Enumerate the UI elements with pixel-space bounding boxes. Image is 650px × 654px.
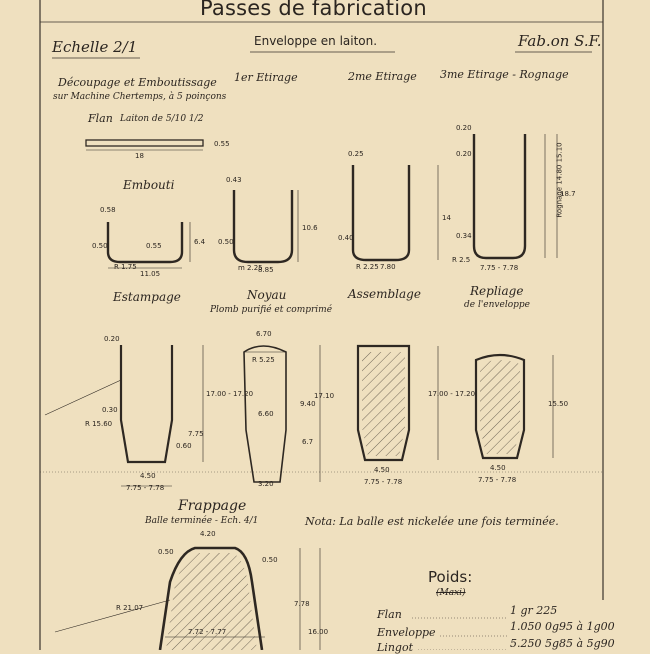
dim-label: 0.40: [338, 234, 354, 242]
decoupage-sub: sur Machine Chertemps, à 5 poinçons: [53, 92, 227, 102]
dim-label: 11.05: [140, 270, 161, 278]
poids-row-label: Flan: [377, 608, 402, 621]
embouti-label: Embouti: [123, 178, 175, 192]
dim-label: 7.75 - 7.78: [480, 264, 519, 272]
flan-label: Flan: [88, 112, 113, 125]
repliage-sub: de l'enveloppe: [464, 300, 530, 310]
assemblage-label: Assemblage: [348, 287, 421, 301]
dim-label: 0.20: [456, 124, 472, 132]
poids-row-label: Lingot: [377, 641, 413, 654]
dim-label: 4.50: [490, 464, 506, 472]
embouti-cup: [108, 222, 182, 262]
dim-label: 0.43: [226, 176, 242, 184]
dim-label: 0.60: [176, 442, 192, 450]
etirage1-label: 1er Etirage: [234, 71, 298, 84]
dim-label: R 15.60: [85, 420, 113, 428]
dim-label: 0.55: [214, 140, 230, 148]
poids-row-value: 1.050 0g95 à 1g00: [510, 620, 615, 633]
dim-label: R 2.5: [452, 256, 471, 264]
dim-label: m 2.25: [238, 264, 263, 272]
assemblage-hatch: [362, 352, 405, 456]
dim-label: 0.50: [218, 238, 234, 246]
etirage3-cup: [474, 134, 525, 258]
frappage-label: Frappage: [178, 498, 247, 514]
dim-label: 0.30: [102, 406, 118, 414]
dim-label: R 5.25: [252, 356, 275, 364]
page-title: Passes de fabrication: [200, 0, 427, 20]
dim-label: 17.10: [314, 392, 335, 400]
dim-label: 0.34: [456, 232, 472, 240]
dim-label: 7.75 - 7.78: [478, 476, 517, 484]
dim-label: 17.00 - 17.20: [428, 390, 476, 398]
dim-label: 0.50: [92, 242, 108, 250]
repliage-hatch: [480, 360, 520, 454]
dim-label: 6.70: [256, 330, 272, 338]
dim-label: 14: [442, 214, 451, 222]
dim-label: 0.50: [262, 556, 278, 564]
etirage2-cup: [353, 165, 409, 260]
dim-label: 6.7: [302, 438, 314, 446]
frappage-sub: Balle terminée - Ech. 4/1: [145, 516, 259, 526]
dim-label: R 1.75: [114, 263, 137, 271]
dim-label: 4.20: [200, 530, 216, 538]
dim-label: 10.6: [302, 224, 318, 232]
dim-label: 6.60: [258, 410, 274, 418]
dim-label: 0.20: [104, 335, 120, 343]
poids-maxi: (Maxi): [436, 588, 466, 598]
dim-label: R 21.07: [116, 604, 144, 612]
flan-sub: Laiton de 5/10 1/2: [120, 114, 204, 124]
dim-label: 0.50: [158, 548, 174, 556]
poids-row-value: 5.250 5g85 à 5g90: [510, 637, 615, 650]
noyau-label: Noyau: [247, 288, 287, 302]
poids-row-label: Enveloppe: [377, 626, 436, 639]
scale-label: Echelle 2/1: [52, 38, 138, 56]
dim-label: 0.25: [348, 150, 364, 158]
dim-label: 18: [135, 152, 144, 160]
dim-label: R 2.25: [356, 263, 379, 271]
dim-label: 6.4: [194, 238, 206, 246]
estampage-cup: [121, 345, 172, 462]
dim-label: 0.55: [146, 242, 162, 250]
fabricant-label: Fab.on S.F.: [518, 32, 602, 50]
dim-label: 0.58: [100, 206, 116, 214]
etirage1-cup: [234, 190, 292, 262]
dim-label: 17.00 - 17.20: [206, 390, 254, 398]
noyau-sub: Plomb purifié et comprimé: [210, 305, 333, 315]
etirage3-label: 3me Etirage - Rognage: [440, 68, 569, 81]
dim-label: 7.75: [188, 430, 204, 438]
decoupage-label: Découpage et Emboutissage: [58, 76, 217, 89]
nota-label: Nota: La balle est nickelée une fois terminée.: [305, 515, 559, 528]
flan-strip: [86, 140, 203, 146]
dim-label: Rognage 14.80 15.10: [555, 142, 564, 218]
poids-row-value: 1 gr 225: [510, 604, 558, 617]
dim-label: 16.00: [308, 628, 329, 636]
dim-label: 7.75 - 7.78: [364, 478, 403, 486]
dim-label: 3.20: [258, 480, 274, 488]
poids-title: Poids:: [428, 568, 473, 586]
dim-label: 7.80: [380, 263, 396, 271]
estampage-label: Estampage: [113, 290, 181, 304]
dim-label: 7.75 - 7.78: [126, 484, 165, 492]
dim-label: 15.50: [548, 400, 569, 408]
etirage2-label: 2me Etirage: [348, 70, 417, 83]
dim-label: 0.20: [456, 150, 472, 158]
dim-label: 8.85: [258, 266, 274, 274]
dim-label: 7.72 - 7.77: [188, 628, 227, 636]
dim-label: 18.7: [560, 190, 576, 198]
repliage-label: Repliage: [470, 284, 524, 298]
dim-label: 9.40: [300, 400, 316, 408]
dim-label: 4.50: [374, 466, 390, 474]
subtitle: Enveloppe en laiton.: [254, 34, 378, 48]
dim-label: 4.50: [140, 472, 156, 480]
dim-label: 7.78: [294, 600, 310, 608]
